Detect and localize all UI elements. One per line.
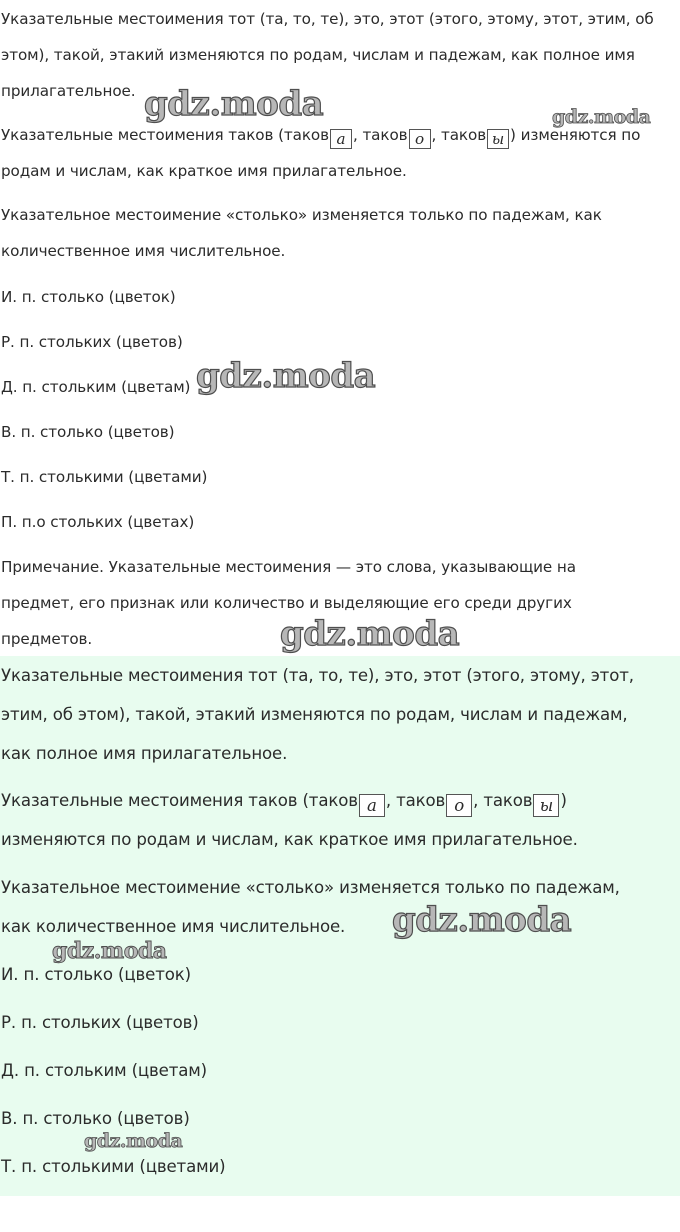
para2-text: Указательные местоимения таков (таков (1, 126, 329, 144)
case-nominative: И. п. столько (цветок) (1, 965, 191, 984)
para3-line2: количественное имя числительное. (1, 242, 286, 260)
note-line3: предметов. (1, 630, 93, 648)
ending-box-y: ы (487, 129, 509, 149)
watermark-logo: gdz.moda (552, 106, 651, 128)
para2-line1 (1, 791, 567, 817)
para1-line1: Указательные местоимения тот (та, то, те), это, этот (этого, этому, этот, этим, об (1, 10, 654, 28)
para3-line1: Указательное местоимение «столько» изменяется только по падежам, (1, 878, 620, 897)
para2-text: , таков (431, 126, 487, 144)
para2-text: ) изменяются по (510, 126, 641, 144)
watermark-logo: gdz.moda (392, 900, 572, 940)
para3-line2: как количественное имя числительное. (1, 917, 346, 936)
para2-line2: родам и числам, как краткое имя прилагательное. (1, 162, 407, 180)
watermark-logo: gdz.moda (280, 614, 460, 654)
para1-line2: этим, об этом), такой, этакий изменяются по родам, числам и падежам, (1, 705, 628, 724)
para2-line1 (1, 126, 640, 149)
ending-box-a: а (330, 129, 352, 149)
answer-section-highlighted (0, 656, 680, 1196)
ending-box-y: ы (533, 794, 559, 817)
case-accusative: В. п. столько (цветов) (1, 1109, 190, 1128)
para1-line2: этом), такой, этакий изменяются по родам, числам и падежам, как полное имя (1, 46, 635, 64)
ending-box-a: а (359, 794, 385, 817)
para2-line2: изменяются по родам и числам, как краткое имя прилагательное. (1, 830, 578, 849)
para1-line3: как полное имя прилагательное. (1, 744, 288, 763)
case-dative: Д. п. стольким (цветам) (1, 1061, 207, 1080)
para1-line1: Указательные местоимения тот (та, то, те), это, этот (этого, этому, этот, (1, 666, 634, 685)
para2-text: , таков (473, 791, 533, 810)
watermark-logo: gdz.moda (144, 84, 324, 124)
case-instrumental: Т. п. столькими (цветами) (1, 1157, 226, 1176)
note-line2: предмет, его признак или количество и выделяющие его среди других (1, 594, 572, 612)
case-dative: Д. п. стольким (цветам) (1, 378, 191, 396)
case-genitive: Р. п. стольких (цветов) (1, 333, 183, 351)
note-line1: Примечание. Указательные местоимения — это слова, указывающие на (1, 558, 576, 576)
watermark-logo: gdz.moda (196, 356, 376, 396)
para2-text: , таков (352, 126, 408, 144)
case-prepositional: П. п.о стольких (цветах) (1, 513, 195, 531)
case-instrumental: Т. п. столькими (цветами) (1, 468, 208, 486)
watermark-logo: gdz.moda (52, 938, 167, 964)
case-genitive: Р. п. стольких (цветов) (1, 1013, 199, 1032)
para3-line1: Указательное местоимение «столько» изменяется только по падежам, как (1, 206, 602, 224)
para1-line3: прилагательное. (1, 82, 136, 100)
para2-text: ) (560, 791, 567, 810)
para2-text: Указательные местоимения таков (таков (1, 791, 358, 810)
para2-text: , таков (385, 791, 446, 810)
ending-box-o: о (409, 129, 431, 149)
ending-box-o: о (446, 794, 472, 817)
watermark-logo: gdz.moda (84, 1130, 183, 1152)
case-nominative: И. п. столько (цветок) (1, 288, 176, 306)
case-accusative: В. п. столько (цветов) (1, 423, 175, 441)
